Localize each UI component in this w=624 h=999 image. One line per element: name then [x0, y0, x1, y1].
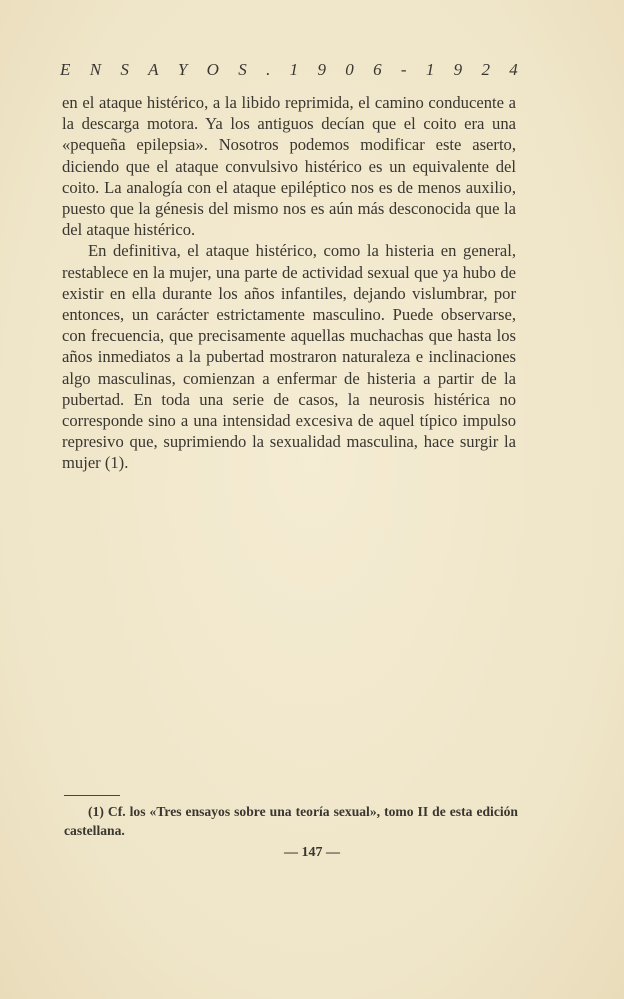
- running-head-char: 9: [317, 60, 326, 79]
- footnote: (1) Cf. los «Tres ensayos sobre una teoría sexual», tomo II de esta edición castellana.: [64, 804, 518, 838]
- running-head-char: N: [89, 60, 102, 79]
- running-head-char: 2: [481, 60, 490, 79]
- running-head-char: S: [238, 60, 247, 79]
- running-head-char: A: [148, 60, 159, 79]
- running-head-char: 1: [425, 60, 435, 79]
- page-number: — 147 —: [284, 845, 340, 860]
- running-head-char: E: [60, 60, 71, 79]
- running-head-char: S: [120, 60, 129, 79]
- paragraph-1: en el ataque histérico, a la libido reprimida, el camino conducente a la descarga motora. Ya los antiguos decían que el coito era una «pequeña epilepsia». Nosotros podemos modificar este aserto, diciendo que el ataque convulsivo histérico es un equivalente del coito. La analogía con el ataque epiléptico nos es de menos auxilio, puesto que la génesis del mismo nos es aún más desconocida que la del ataque histérico.: [62, 93, 516, 240]
- running-head-char: O: [206, 60, 219, 79]
- running-head-char: 0: [345, 60, 354, 79]
- running-head-char: 1: [289, 60, 299, 79]
- running-head-char: 6: [373, 60, 382, 79]
- body-text: [62, 92, 516, 474]
- running-head-char: -: [400, 60, 407, 79]
- running-head: [60, 58, 518, 82]
- running-head-char: Y: [177, 60, 188, 79]
- paragraph-2: En definitiva, el ataque histérico, como la histeria en general, restablece en la mujer, una parte de actividad sexual que ya hubo de existir en ella durante los años infantiles, dejando vislumbrar, por entonces, un carácter estrictamente masculino. Puede observarse, con frecuencia, que precisamente aquellas muchachas que hasta los años inmediatos a la pubertad mostraron naturaleza e inclinaciones algo masculinas, comienzan a enfermar de histeria a partir de la pubertad. En toda una serie de casos, la neurosis histérica no corresponde sino a una intensidad excesiva de aquel típico impulso represivo que, suprimiendo la sexualidad masculina, hace surgir la mujer (1).: [62, 241, 516, 473]
- running-head-char: 4: [509, 60, 518, 79]
- footnote-rule: [64, 795, 120, 796]
- running-head-char: .: [266, 60, 271, 79]
- running-head-char: 9: [453, 60, 463, 79]
